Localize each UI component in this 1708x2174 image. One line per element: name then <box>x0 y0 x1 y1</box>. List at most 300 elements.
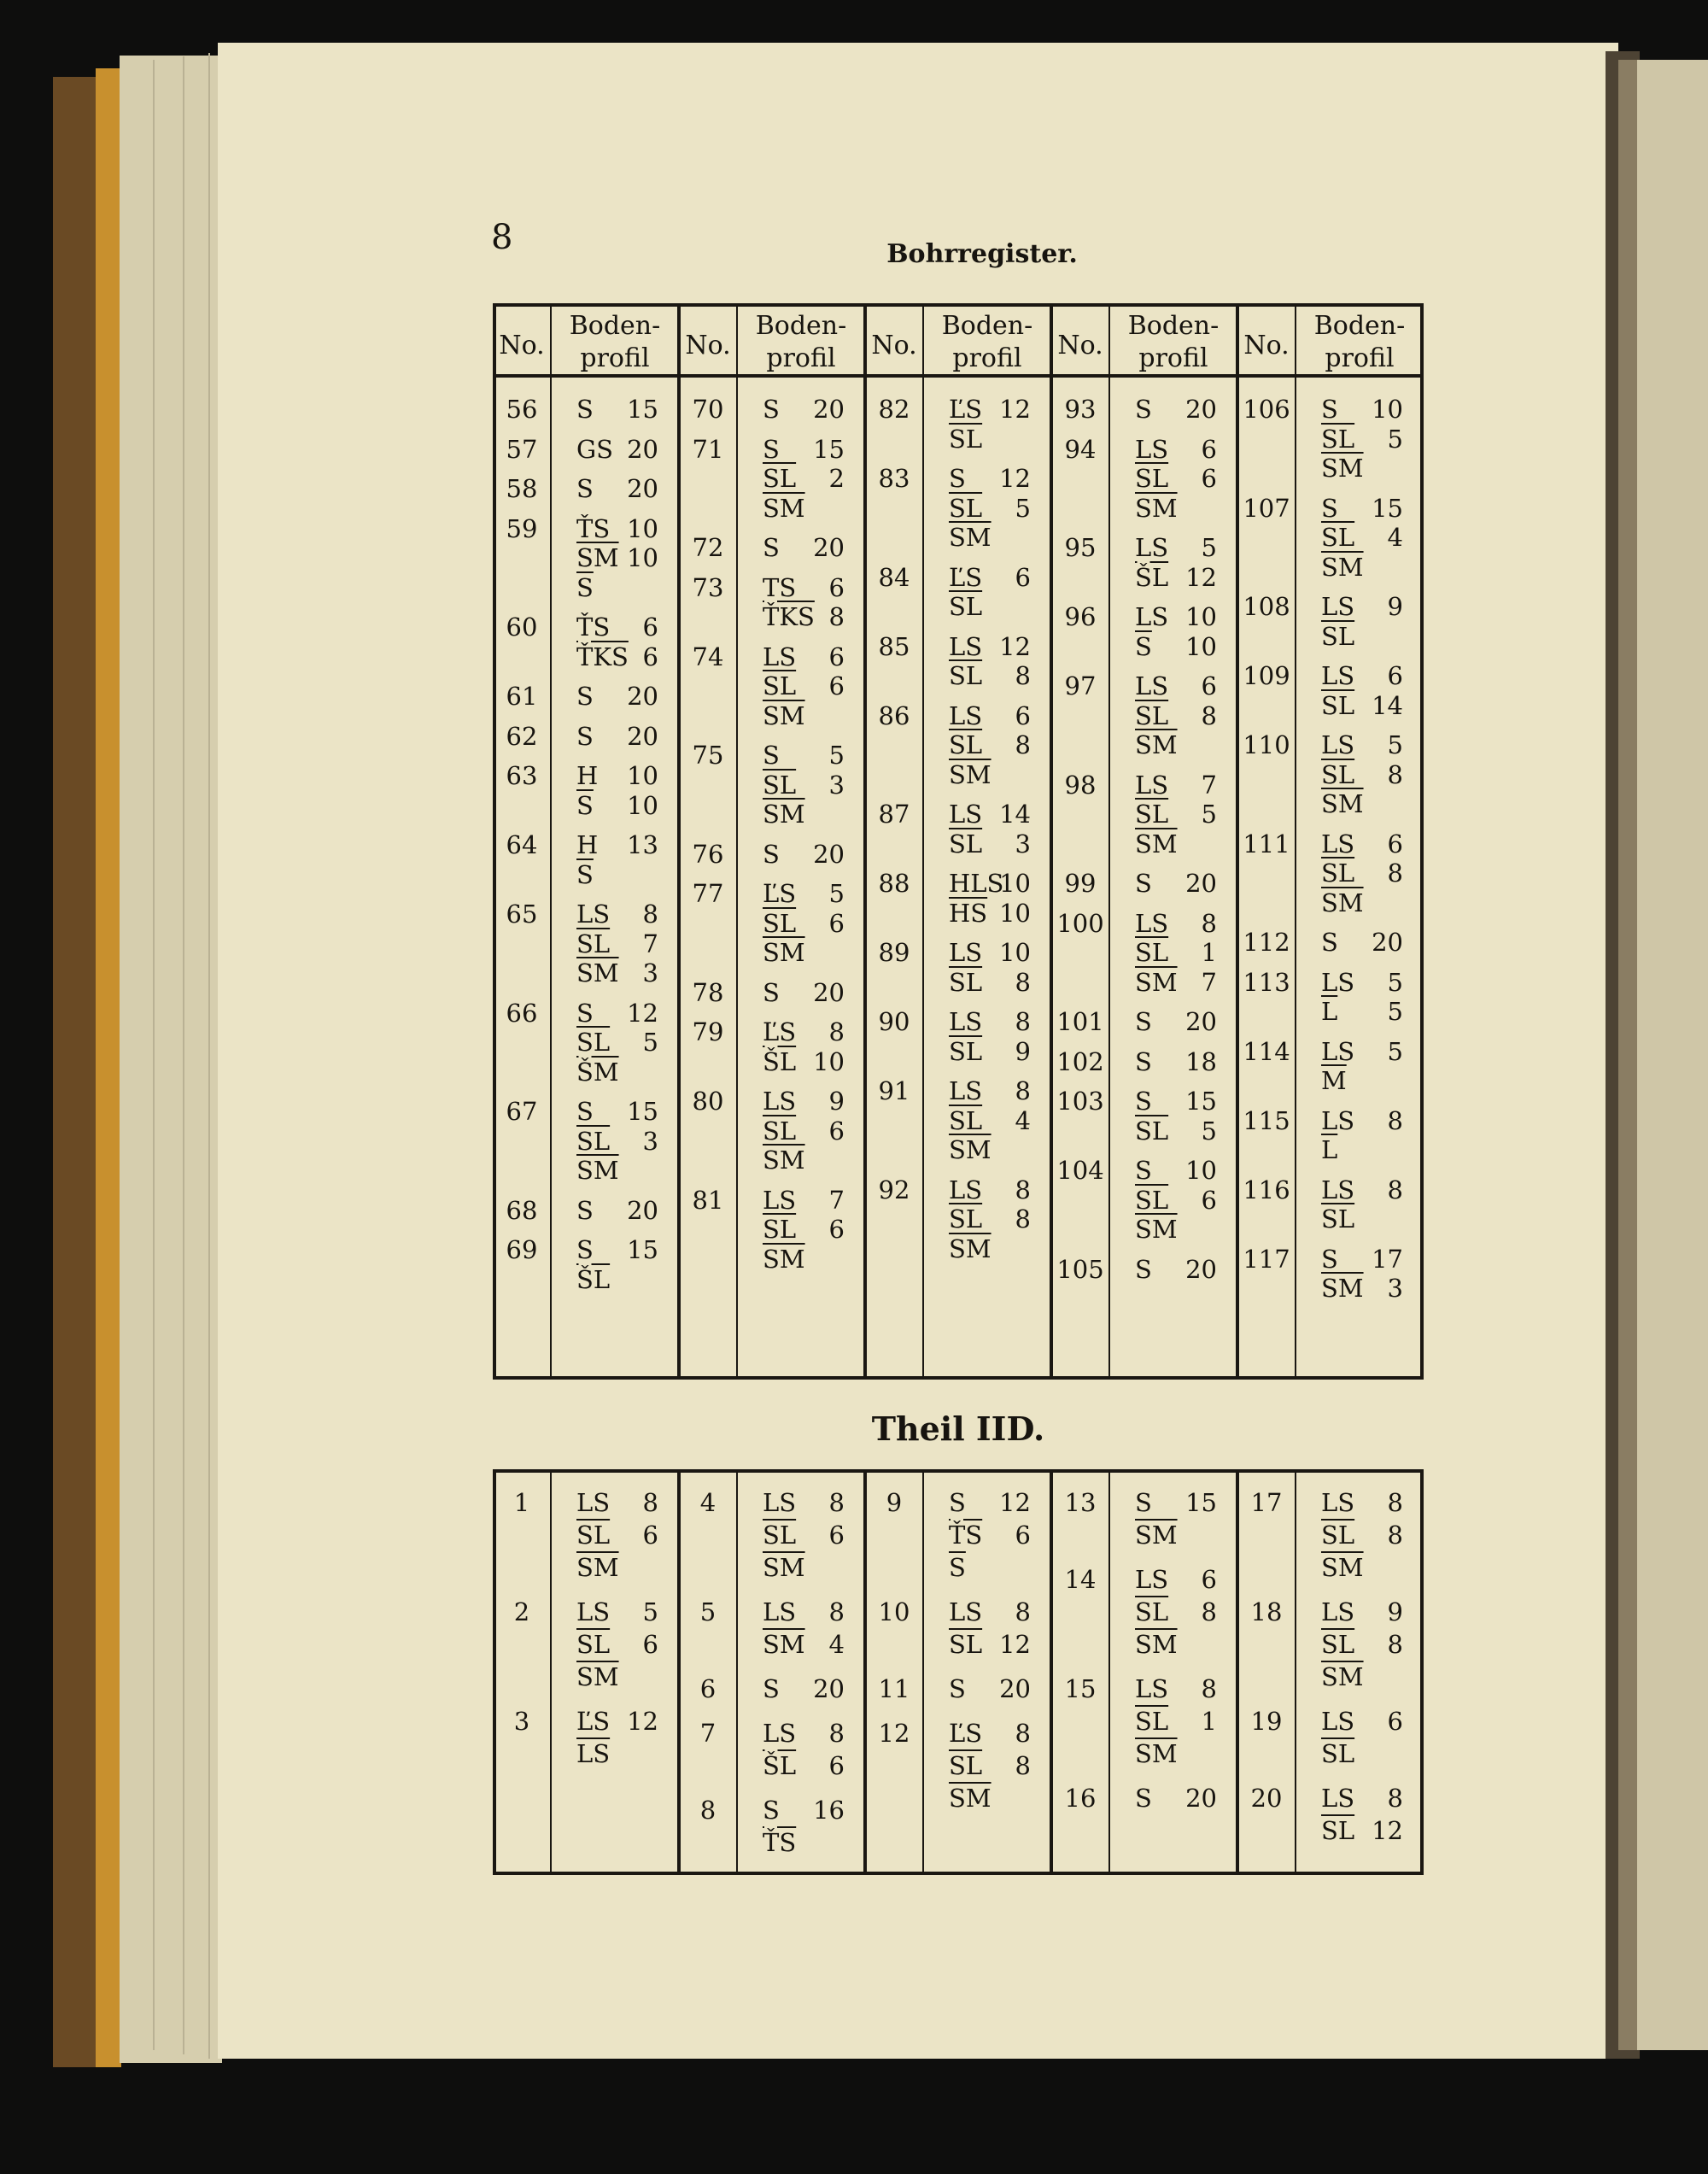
profile-line <box>1128 671 1217 700</box>
depth-value: 6 <box>828 1521 845 1550</box>
entry-number: 114 <box>1243 1036 1290 1066</box>
profile-line <box>756 395 845 424</box>
soil-symbol: $\overline{SM}$ <box>949 1135 991 1164</box>
profile-line <box>942 1674 1031 1703</box>
soil-symbol: LS <box>1321 661 1355 690</box>
soil-symbol: $\overline{SM}$ <box>949 523 991 552</box>
depth-value: 14 <box>999 800 1031 829</box>
entry-number: 96 <box>1064 602 1097 631</box>
depth-value: 20 <box>1185 1007 1217 1036</box>
profile-line <box>756 938 845 967</box>
soil-symbol: $\overline{ŤKS}$ <box>763 602 815 631</box>
depth-value: 10 <box>1185 1156 1217 1185</box>
depth-value: 9 <box>1387 592 1403 621</box>
soil-symbol: ŤS <box>576 513 611 543</box>
soil-symbol: S <box>576 682 594 711</box>
entry-number: 14 <box>1064 1565 1097 1594</box>
depth-value: 8 <box>828 602 845 631</box>
profile-line <box>942 1784 1031 1813</box>
depth-value: 7 <box>1201 770 1217 800</box>
depth-value: 8 <box>1015 1719 1031 1748</box>
profile-line <box>1128 909 1217 938</box>
profile-line <box>1128 701 1217 730</box>
entry-number: 71 <box>692 434 724 464</box>
soil-symbol: ĽS <box>949 1719 983 1748</box>
entry-number: 9 <box>886 1488 903 1517</box>
soil-symbol: $\overline{SM}$ <box>1135 1630 1178 1659</box>
soil-symbol: $\overline{SM}$ <box>576 543 619 572</box>
profile-line <box>570 1739 658 1768</box>
profile-line <box>942 701 1031 730</box>
soil-symbol: $\overline{ŠL}$ <box>763 1751 797 1780</box>
profile-line <box>942 464 1031 493</box>
profile-line <box>942 968 1031 997</box>
soil-symbol: $\overline{SM}$ <box>949 1784 991 1813</box>
depth-value: 20 <box>813 533 845 562</box>
soil-symbol: $\overline{SL}$ <box>1321 1204 1355 1233</box>
profile-line <box>942 523 1031 552</box>
profile-line <box>1314 523 1403 552</box>
depth-value: 6 <box>1015 1521 1031 1550</box>
profile-line <box>1314 888 1403 917</box>
profile-line <box>1128 1215 1217 1244</box>
depth-value: 20 <box>1185 395 1217 424</box>
profile-line <box>1128 1565 1217 1594</box>
soil-symbol: S <box>1321 493 1338 523</box>
depth-value: 8 <box>1387 1784 1403 1813</box>
profile-line <box>756 701 845 730</box>
soil-symbol: $\overline{SM}$ <box>1321 1662 1364 1691</box>
depth-value: 6 <box>828 572 845 602</box>
entry-number: 99 <box>1064 869 1097 898</box>
soil-symbol: S <box>1135 1087 1152 1116</box>
header-no: No. <box>685 331 731 360</box>
soil-symbol: LS <box>576 1597 611 1626</box>
entry-number: 1 <box>513 1488 530 1517</box>
soil-symbol: LS <box>1321 730 1355 759</box>
profile-line <box>1128 1630 1217 1659</box>
profile-line <box>1314 997 1403 1026</box>
depth-value: 16 <box>813 1796 845 1825</box>
soil-symbol: $\overline{SL}$ <box>763 464 797 493</box>
entry-number: 60 <box>506 612 538 642</box>
soil-symbol: H <box>576 830 599 859</box>
profile-line <box>570 860 658 889</box>
depth-value: 6 <box>1387 1707 1403 1736</box>
soil-symbol: LS <box>763 642 797 671</box>
depth-value: 8 <box>1387 858 1403 888</box>
entry-number: 12 <box>878 1719 910 1748</box>
soil-symbol: $\overline{SL}$ <box>1321 523 1355 552</box>
soil-symbol: $\overline{HS}$ <box>949 898 988 928</box>
soil-symbol: $\overline{SM}$ <box>1135 1521 1178 1550</box>
profile-line <box>1128 632 1217 661</box>
profile-line <box>1128 1087 1217 1116</box>
entry-number: 80 <box>692 1087 724 1116</box>
depth-value: 20 <box>999 1674 1031 1703</box>
depth-value: 8 <box>1015 1007 1031 1036</box>
profile-line <box>942 425 1031 454</box>
entry-number: 87 <box>878 800 910 829</box>
entry-number: 20 <box>1250 1784 1283 1813</box>
entry-number: 111 <box>1243 829 1290 858</box>
entry-number: 79 <box>692 1017 724 1046</box>
profile-line <box>756 1146 845 1175</box>
profile-line <box>1314 1037 1403 1066</box>
soil-symbol: S <box>1321 395 1338 424</box>
soil-symbol: LS <box>1135 908 1169 938</box>
profile-line <box>1314 1135 1403 1164</box>
soil-symbol: S <box>1135 1007 1152 1036</box>
entry-number: 11 <box>878 1674 910 1703</box>
entry-number: 78 <box>692 977 724 1007</box>
profile-line <box>570 999 658 1028</box>
soil-symbol: $\overline{SM}$ <box>763 700 805 730</box>
profile-line <box>1128 494 1217 523</box>
profile-line <box>942 1488 1031 1517</box>
entry-number: 17 <box>1250 1488 1283 1517</box>
profile-line <box>1128 1186 1217 1215</box>
profile-line <box>942 632 1031 661</box>
depth-value: 6 <box>1387 829 1403 858</box>
profile-line <box>756 1751 845 1780</box>
profile-line <box>756 1630 845 1659</box>
depth-value: 6 <box>828 642 845 671</box>
depth-value: 5 <box>1387 424 1403 454</box>
soil-symbol: $\overline{ŤKS}$ <box>576 642 629 671</box>
profile-line <box>942 1521 1031 1550</box>
profile-line <box>756 671 845 700</box>
depth-value: 20 <box>1372 928 1403 957</box>
entry-number: 112 <box>1243 928 1290 957</box>
entry-number: 110 <box>1243 730 1290 759</box>
depth-value: 5 <box>642 1597 658 1626</box>
soil-symbol: $\overline{SL}$ <box>949 424 983 454</box>
soil-symbol: $\overline{SM}$ <box>576 1156 619 1185</box>
soil-symbol: $\overline{L}$ <box>1321 1135 1338 1164</box>
depth-value: 7 <box>828 1185 845 1215</box>
depth-value: 8 <box>828 1017 845 1046</box>
entry-number: 19 <box>1250 1707 1283 1736</box>
profile-line <box>570 722 658 751</box>
entry-number: 90 <box>878 1007 910 1036</box>
depth-value: 12 <box>627 998 658 1028</box>
soil-symbol: $\overline{SL}$ <box>763 770 797 800</box>
depth-value: 6 <box>642 1521 658 1550</box>
soil-symbol: $\overline{SL}$ <box>949 1630 983 1659</box>
soil-symbol: LS <box>1321 829 1355 858</box>
soil-symbol: S <box>949 464 966 493</box>
depth-value: 1 <box>1201 1707 1217 1736</box>
entry-number: 70 <box>692 395 724 424</box>
entry-number: 62 <box>506 721 538 751</box>
soil-symbol: $\overline{SM}$ <box>1321 789 1364 818</box>
profile-line <box>570 642 658 671</box>
soil-symbol: $\overline{SL}$ <box>1321 759 1355 789</box>
entry-number: 105 <box>1056 1254 1104 1284</box>
profile-line <box>1128 1488 1217 1517</box>
soil-symbol: $\overline{S}$ <box>576 572 594 602</box>
profile-line <box>1314 1707 1403 1736</box>
soil-symbol: $\overline{SM}$ <box>763 493 805 523</box>
soil-symbol: $\overline{M}$ <box>1321 1066 1347 1095</box>
depth-value: 8 <box>1015 1204 1031 1233</box>
soil-symbol: S <box>1135 1488 1152 1517</box>
depth-value: 20 <box>813 977 845 1007</box>
profile-line <box>756 435 845 464</box>
depth-value: 10 <box>813 1046 845 1076</box>
profile-line <box>942 1204 1031 1233</box>
depth-value: 20 <box>813 1674 845 1703</box>
entry-number: 117 <box>1243 1244 1290 1274</box>
depth-value: 9 <box>828 1087 845 1116</box>
profile-line <box>1314 395 1403 424</box>
depth-value: 8 <box>1015 730 1031 759</box>
entry-number: 83 <box>878 464 910 493</box>
soil-symbol: S <box>763 839 780 869</box>
profile-line <box>1314 553 1403 582</box>
profile-line <box>1314 494 1403 523</box>
soil-symbol: $\overline{SM}$ <box>1135 1215 1178 1244</box>
depth-value: 5 <box>1015 493 1031 523</box>
profile-line <box>756 1796 845 1825</box>
profile-line <box>570 1630 658 1659</box>
depth-value: 6 <box>1201 671 1217 700</box>
profile-line <box>1314 1175 1403 1204</box>
profile-line <box>1314 928 1403 957</box>
soil-symbol: $\overline{ŤS}$ <box>763 1828 797 1857</box>
soil-symbol: LS <box>1321 1707 1355 1736</box>
depth-value: 12 <box>999 1488 1031 1517</box>
soil-symbol: $\overline{SM}$ <box>1321 1553 1364 1582</box>
depth-value: 12 <box>999 395 1031 424</box>
soil-symbol: $\overline{SM}$ <box>949 1233 991 1263</box>
soil-symbol: LS <box>576 1488 611 1517</box>
depth-value: 6 <box>1201 1565 1217 1594</box>
header-bodenprofil: Boden- profil <box>1313 311 1406 373</box>
soil-symbol: $\overline{SL}$ <box>1321 690 1355 720</box>
soil-symbol: $\overline{SM}$ <box>1135 1739 1178 1768</box>
profile-line <box>1128 1707 1217 1736</box>
soil-symbol: LS <box>1321 1488 1355 1517</box>
entry-number: 59 <box>506 513 538 543</box>
depth-value: 2 <box>828 464 845 493</box>
profile-line <box>570 830 658 859</box>
depth-value: 10 <box>627 790 658 820</box>
profile-line <box>1128 771 1217 800</box>
entry-number: 100 <box>1056 908 1104 938</box>
depth-value: 6 <box>1015 700 1031 730</box>
profile-line <box>1128 1521 1217 1550</box>
profile-line <box>756 1488 845 1517</box>
depth-value: 3 <box>1015 829 1031 858</box>
soil-symbol: $\overline{SL}$ <box>1135 700 1169 730</box>
soil-symbol: LS <box>576 899 611 929</box>
entry-number: 5 <box>699 1597 717 1626</box>
depth-value: 13 <box>627 830 658 859</box>
soil-symbol: $\overline{SL}$ <box>576 1521 611 1550</box>
profile-line <box>756 494 845 523</box>
depth-value: 20 <box>813 395 845 424</box>
soil-symbol: $\overline{SL}$ <box>576 1028 611 1057</box>
depth-value: 4 <box>1015 1105 1031 1135</box>
soil-symbol: $\overline{SM}$ <box>1321 1274 1364 1303</box>
soil-symbol: LS <box>1135 671 1169 700</box>
profile-line <box>570 1097 658 1126</box>
profile-line <box>756 1215 845 1244</box>
depth-value: 4 <box>1387 523 1403 552</box>
soil-symbol: $\overline{SL}$ <box>763 1116 797 1146</box>
depth-value: 8 <box>1201 700 1217 730</box>
profile-line <box>1128 1156 1217 1185</box>
profile-line <box>942 938 1031 967</box>
depth-value: 3 <box>1387 1274 1403 1303</box>
soil-symbol: LS <box>1135 1674 1169 1703</box>
depth-value: 5 <box>1387 997 1403 1026</box>
profile-line <box>1314 858 1403 888</box>
soil-symbol: $\overline{SL}$ <box>1135 464 1169 493</box>
soil-symbol: LS <box>949 800 983 829</box>
profile-line <box>570 1265 658 1294</box>
soil-symbol: LS <box>763 1488 797 1517</box>
profile-line <box>942 869 1031 898</box>
soil-symbol: ĽS <box>949 562 983 592</box>
entry-number: 56 <box>506 395 538 424</box>
entry-number: 57 <box>506 434 538 464</box>
soil-symbol: $\overline{SL}$ <box>949 592 983 621</box>
entry-number: 76 <box>692 839 724 869</box>
profile-line <box>1128 1007 1217 1036</box>
soil-symbol: LS <box>763 1719 797 1748</box>
depth-value: 12 <box>1372 1816 1403 1845</box>
depth-value: 18 <box>1185 1046 1217 1076</box>
profile-line <box>942 760 1031 789</box>
profile-line <box>570 929 658 958</box>
profile-line <box>756 1719 845 1748</box>
soil-symbol: ĽS <box>763 879 797 908</box>
depth-value: 8 <box>642 1488 658 1517</box>
soil-symbol: $\overline{SL}$ <box>576 1630 611 1659</box>
soil-symbol: S <box>1135 1046 1152 1076</box>
profile-line <box>570 573 658 602</box>
depth-value: 8 <box>1387 1105 1403 1135</box>
profile-line <box>942 730 1031 759</box>
soil-symbol: $\overline{SL}$ <box>1321 1739 1355 1768</box>
entry-number: 8 <box>699 1796 717 1825</box>
profile-line <box>1128 800 1217 829</box>
depth-value: 20 <box>1185 1784 1217 1813</box>
soil-symbol: $\overline{SL}$ <box>763 908 797 938</box>
entry-number: 88 <box>878 869 910 898</box>
profile-line <box>1128 869 1217 898</box>
profile-line <box>756 1017 845 1046</box>
depth-value: 6 <box>1015 562 1031 592</box>
depth-value: 8 <box>828 1719 845 1748</box>
depth-value: 15 <box>1185 1488 1217 1517</box>
soil-symbol: LS <box>1321 1036 1355 1066</box>
profile-line <box>570 1662 658 1691</box>
entry-number: 73 <box>692 572 724 602</box>
entry-number: 10 <box>878 1597 910 1626</box>
soil-symbol: S <box>763 395 780 424</box>
profile-line <box>1128 1255 1217 1284</box>
soil-symbol: S <box>576 395 594 424</box>
soil-symbol: LS <box>1321 592 1355 621</box>
depth-value: 8 <box>1387 759 1403 789</box>
profile-line <box>570 958 658 987</box>
soil-symbol: $\overline{SL}$ <box>1321 1630 1355 1659</box>
depth-value: 10 <box>1185 602 1217 631</box>
soil-symbol: $\overline{SM}$ <box>1321 888 1364 917</box>
profile-line <box>1128 563 1217 592</box>
profile-line <box>756 1674 845 1703</box>
soil-symbol: $\overline{S}$ <box>949 1553 966 1582</box>
profile-line <box>1128 1784 1217 1813</box>
depth-value: 8 <box>642 899 658 929</box>
depth-value: 5 <box>828 741 845 770</box>
entry-number: 58 <box>506 474 538 503</box>
entry-number: 77 <box>692 879 724 908</box>
soil-symbol: $\overline{SM}$ <box>763 1146 805 1175</box>
soil-symbol: $\overline{ŠL}$ <box>763 1046 797 1076</box>
profile-line <box>570 761 658 790</box>
depth-value: 10 <box>999 869 1031 898</box>
depth-value: 6 <box>1387 661 1403 690</box>
profile-line <box>756 840 845 869</box>
depth-value: 6 <box>828 671 845 700</box>
soil-symbol: $\overline{SL}$ <box>1135 800 1169 829</box>
bohrregister-table-2 <box>493 1469 1424 1875</box>
soil-symbol: S <box>763 1796 780 1825</box>
entry-number: 81 <box>692 1185 724 1215</box>
soil-symbol: $\overline{SL}$ <box>949 1105 983 1135</box>
depth-value: 8 <box>1387 1521 1403 1550</box>
profile-line <box>1314 1066 1403 1095</box>
depth-value: 8 <box>1015 661 1031 690</box>
entry-number: 92 <box>878 1175 910 1204</box>
profile-line <box>1314 1553 1403 1582</box>
profile-line <box>756 602 845 631</box>
profile-line <box>756 1521 845 1550</box>
entry-number: 69 <box>506 1235 538 1264</box>
soil-symbol: $\overline{SL}$ <box>1321 1521 1355 1550</box>
profile-line <box>1314 1739 1403 1768</box>
soil-symbol: H <box>576 761 599 790</box>
depth-value: 6 <box>1201 434 1217 464</box>
profile-line <box>570 514 658 543</box>
profile-line <box>1314 1816 1403 1845</box>
soil-symbol: S <box>576 474 594 503</box>
entry-number: 109 <box>1243 661 1290 690</box>
profile-line <box>570 543 658 572</box>
soil-symbol: S <box>1321 1244 1338 1274</box>
depth-value: 8 <box>1201 1674 1217 1703</box>
profile-line <box>756 978 845 1007</box>
profile-line <box>1314 1662 1403 1691</box>
entry-number: 64 <box>506 830 538 859</box>
entry-number: 108 <box>1243 592 1290 621</box>
soil-symbol: $\overline{SM}$ <box>1321 552 1364 582</box>
entry-number: 89 <box>878 938 910 967</box>
entry-number: 2 <box>513 1597 530 1626</box>
header-bodenprofil: Boden- profil <box>1127 311 1220 373</box>
depth-value: 17 <box>1372 1244 1403 1274</box>
soil-symbol: $\overline{SM}$ <box>763 1630 805 1659</box>
profile-line <box>1314 1274 1403 1303</box>
profile-line <box>570 1235 658 1264</box>
profile-line <box>942 1037 1031 1066</box>
bohrregister-table-1 <box>493 303 1424 1380</box>
